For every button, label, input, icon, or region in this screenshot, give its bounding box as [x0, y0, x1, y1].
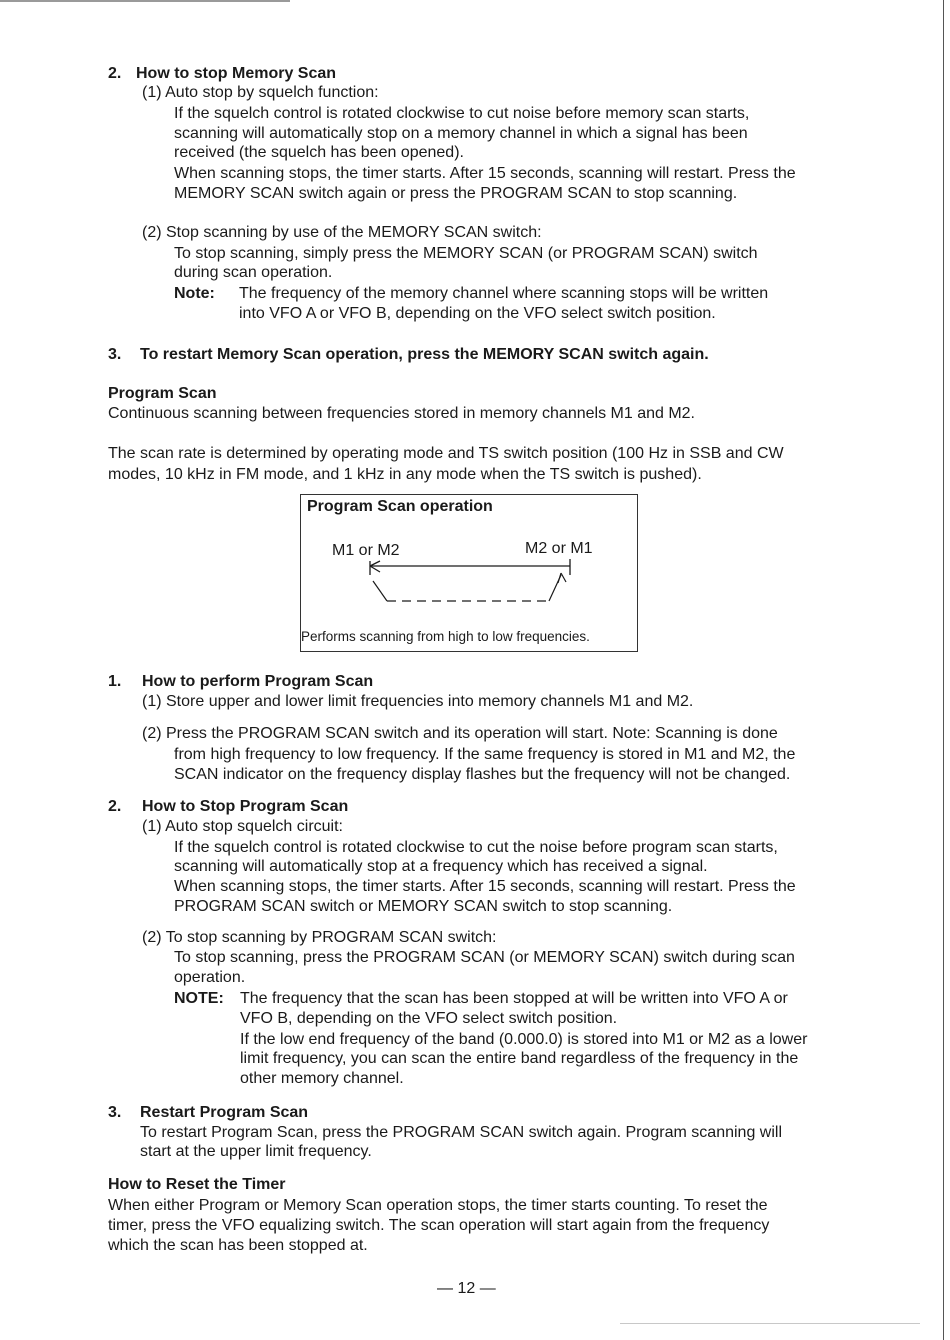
paragraph-line: To restart Program Scan, press the PROGRAM SCAN switch again. Program scanning will — [140, 1124, 783, 1141]
section-heading-program-scan: Program Scan — [108, 385, 217, 402]
scan-edge-right — [943, 0, 944, 1340]
note-line: limit frequency, you can scan the entire band regardless of the frequency in the — [240, 1050, 799, 1067]
program-scan-diagram — [300, 494, 638, 652]
list-item: (2) Press the PROGRAM SCAN switch and its operation will start. Note: Scanning is done — [142, 725, 778, 742]
note-line: The frequency that the scan has been stopped at will be written into VFO A or — [240, 990, 788, 1007]
paragraph-line: SCAN indicator on the frequency display flashes but the frequency will not be changed. — [174, 766, 791, 783]
section-heading-reset-timer: How to Reset the Timer — [108, 1176, 286, 1193]
diagram-title: Program Scan operation — [307, 498, 493, 515]
return-path-left — [373, 581, 387, 601]
paragraph-line: during scan operation. — [174, 264, 333, 281]
arrow-head-right — [558, 573, 566, 583]
diagram-left-label: M1 or M2 — [332, 542, 400, 559]
paragraph-line: modes, 10 kHz in FM mode, and 1 kHz in any mode when the TS switch is pushed). — [108, 466, 702, 483]
paragraph-line: from high frequency to low frequency. If the same frequency is stored in M1 and M2, the — [174, 746, 796, 763]
item-label: (1) Auto stop by squelch function: — [142, 84, 379, 101]
paragraph-line: To stop scanning, simply press the MEMORY SCAN (or PROGRAM SCAN) switch — [174, 245, 758, 262]
item-label: (2) Stop scanning by use of the MEMORY SCAN switch: — [142, 224, 542, 241]
paragraph-line: When scanning stops, the timer starts. After 15 seconds, scanning will restart. Press the — [174, 165, 796, 182]
scan-path-arrows — [301, 495, 637, 651]
paragraph-line: If the squelch control is rotated clockwise to cut the noise before program scan starts, — [174, 839, 778, 856]
paragraph-line: To stop scanning, press the PROGRAM SCAN (or MEMORY SCAN) switch during scan — [174, 949, 795, 966]
paragraph-line: which the scan has been stopped at. — [108, 1237, 368, 1254]
note-label: NOTE: — [174, 990, 224, 1007]
item-label: (1) Auto stop squelch circuit: — [142, 818, 343, 835]
section-heading-restart-program-scan: 3. Restart Program Scan — [108, 1104, 309, 1121]
scan-edge-bottom — [620, 1323, 920, 1324]
paragraph-line: The scan rate is determined by operating mode and TS switch position (100 Hz in SSB and CW — [108, 445, 784, 462]
paragraph-line: start at the upper limit frequency. — [140, 1143, 372, 1160]
paragraph-line: When scanning stops, the timer starts. After 15 seconds, scanning will restart. Press the — [174, 878, 796, 895]
list-item: (1) Store upper and lower limit frequencies into memory channels M1 and M2. — [142, 693, 694, 710]
section-heading-restart-memory-scan: 3. To restart Memory Scan operation, press the MEMORY SCAN switch again. — [108, 346, 709, 363]
page-number: — 12 — — [437, 1280, 496, 1297]
section-heading-stop-program-scan: 2. How to Stop Program Scan — [108, 798, 349, 815]
note-line: VFO B, depending on the VFO select switch position. — [240, 1010, 618, 1027]
paragraph-line: timer, press the VFO equalizing switch. The scan operation will start again from the frequency — [108, 1217, 770, 1234]
diagram-right-label: M2 or M1 — [525, 540, 593, 557]
paragraph-line: When either Program or Memory Scan operation stops, the timer starts counting. To reset the — [108, 1197, 768, 1214]
note-label: Note: — [174, 285, 215, 302]
paragraph-line: PROGRAM SCAN switch or MEMORY SCAN switch to stop scanning. — [174, 898, 673, 915]
item-label: (2) To stop scanning by PROGRAM SCAN switch: — [142, 929, 497, 946]
diagram-caption: Performs scanning from high to low frequencies. — [301, 629, 590, 644]
note-line: into VFO A or VFO B, depending on the VFO select switch position. — [239, 305, 716, 322]
paragraph-line: Continuous scanning between frequencies stored in memory channels M1 and M2. — [108, 405, 695, 422]
note-line: other memory channel. — [240, 1070, 404, 1087]
note-line: If the low end frequency of the band (0.000.0) is stored into M1 or M2 as a lower — [240, 1031, 808, 1048]
paragraph-line: MEMORY SCAN switch again or press the PROGRAM SCAN to stop scanning. — [174, 185, 738, 202]
paragraph-line: scanning will automatically stop on a memory channel in which a signal has been — [174, 125, 748, 142]
paragraph-line: If the squelch control is rotated clockwise to cut noise before memory scan starts, — [174, 105, 750, 122]
section-heading-stop-memory-scan: 2. How to stop Memory Scan — [108, 65, 337, 82]
paragraph-line: received (the squelch has been opened). — [174, 144, 464, 161]
paragraph-line: scanning will automatically stop at a frequency which has received a signal. — [174, 858, 708, 875]
note-line: The frequency of the memory channel where scanning stops will be written — [239, 285, 769, 302]
scan-edge-top — [0, 0, 290, 2]
paragraph-line: operation. — [174, 969, 246, 986]
section-heading-perform-program-scan: 1. How to perform Program Scan — [108, 673, 374, 690]
